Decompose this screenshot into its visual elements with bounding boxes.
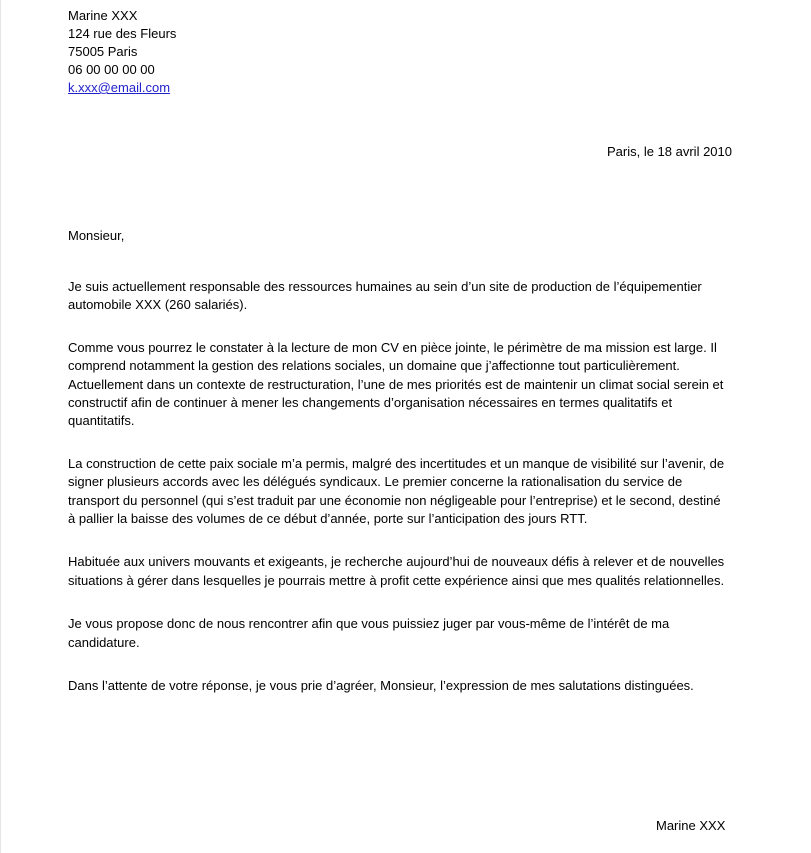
- sender-email-line: [68, 79, 176, 97]
- body-paragraph-6: Dans l’attente de votre réponse, je vous prie d’agréer, Monsieur, l’expression de mes salutations distinguées.: [68, 678, 694, 694]
- body-paragraph-3: La construction de cette paix sociale m’a permis, malgré des incertitudes et un manque de visibilité sur l’avenir, de signer plusieurs accords avec les délégués syndicaux. Le premier concerne la rationalisation du service de transport du personnel (qui s’est traduit par une économie non négligeable pour l’entreprise) et le second, destiné à pallier la baisse des volumes de ce début d’année, porte sur l’anticipation des jours RTT.: [68, 455, 725, 527]
- letter-body: [68, 278, 726, 696]
- sender-street: 124 rue des Fleurs: [68, 26, 177, 41]
- signature-name: Marine XXX: [656, 818, 726, 833]
- body-paragraph-2: Comme vous pourrez le constater à la lecture de mon CV en pièce jointe, le périmètre de ma mission est large. Il comprend notamment la gestion des relations sociales, un domaine que j’affectionne tout particulièrement. Actuellement dans un contexte de restructuration, l’une de mes priorités est de maintenir un climat social serein et constructif afin de continuer à mener les changements d’organisation nécessaires en termes qualitatifs et quantitatifs.: [68, 339, 724, 429]
- body-paragraph-4: Habituée aux univers mouvants et exigeants, je recherche aujourd’hui de nouveaux défis à relever et de nouvelles situations à gérer dans lesquelles je pourrais mettre à profit cette expérience ainsi que mes qualités relationnelles.: [68, 554, 725, 588]
- place-and-date: Paris, le 18 avril 2010: [606, 144, 732, 159]
- sender-address-block: [68, 7, 176, 97]
- body-paragraph-1: Je suis actuellement responsable des ressources humaines au sein d’un site de production de l’équipementier automobile XXX (260 salariés).: [68, 279, 702, 313]
- sender-phone: 06 00 00 00 00: [68, 62, 155, 77]
- salutation: Monsieur,: [68, 228, 125, 243]
- sender-email-link[interactable]: k.xxx@email.com: [68, 80, 171, 95]
- sender-city: 75005 Paris: [68, 44, 138, 59]
- body-paragraph-5: Je vous propose donc de nous rencontrer afin que vous puissiez juger par vous-même de l’intérêt de ma candidature.: [68, 616, 670, 650]
- sender-name: Marine XXX: [68, 8, 138, 23]
